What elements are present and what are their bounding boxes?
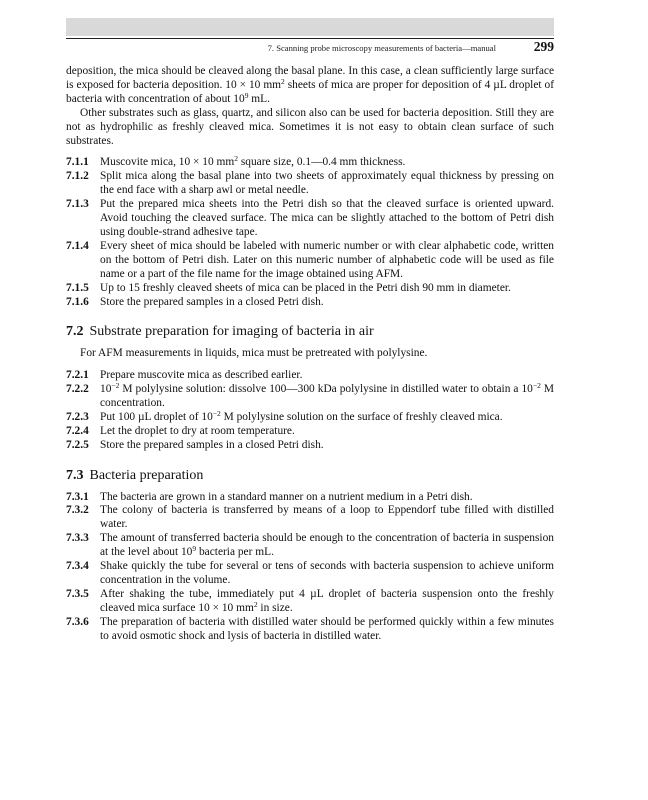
step-text: Split mica along the basal plane into two sheets of approximately equal thickness by pressing on the end face with a sharp awl or metal needle. [100, 170, 554, 197]
section-heading-7-3 [66, 469, 554, 483]
step-7-3-5 [66, 588, 554, 616]
steps-7-3-list [66, 491, 554, 644]
page-body [66, 65, 554, 644]
step-number: 7.2.3 [66, 410, 89, 423]
step-7-2-4 [66, 425, 554, 439]
text-run: mL. [248, 92, 270, 105]
step-text: The amount of transferred bacteria should be enough to the concentration of bacteria in suspension at the level about $10^9$ bacteria per mL. [100, 532, 554, 559]
superscript: 9 [244, 90, 249, 100]
step-number: 7.1.1 [66, 156, 89, 169]
step-7-3-6 [66, 616, 554, 644]
steps-7-2-list [66, 369, 554, 452]
step-number: 7.3.6 [66, 615, 89, 628]
step-7-2-1 [66, 369, 554, 383]
section-title: Substrate preparation for imaging of bacteria in air [89, 324, 374, 340]
step-text: Store the prepared samples in a closed Petri dish. [100, 438, 324, 451]
step-text: $10^{-2}$ M polylysine solution: dissolve 100—300 kDa polylysine in distilled water to obtain a $10^{-2}$ M concentration. [100, 381, 554, 410]
superscript: 2 [281, 76, 285, 86]
step-text: Put 100 µL droplet of $10^{-2}$ M polylysine solution on the surface of freshly cleaved mica. [100, 408, 503, 423]
steps-7-1-list [66, 156, 554, 309]
step-7-3-3 [66, 532, 554, 560]
section-title: Bacteria preparation [89, 467, 204, 483]
step-number: 7.3.5 [66, 587, 89, 600]
step-7-1-1 [66, 156, 554, 170]
step-7-2-5 [66, 439, 554, 453]
step-7-3-1 [66, 491, 554, 505]
step-number: 7.2.4 [66, 424, 89, 437]
step-number: 7.1.4 [66, 239, 89, 252]
step-number: 7.1.2 [66, 170, 89, 183]
step-number: 7.1.3 [66, 198, 89, 211]
intro-paragraph-1 [66, 65, 554, 107]
step-number: 7.3.4 [66, 560, 89, 573]
step-7-2-3 [66, 408, 554, 425]
section-number: 7.2 [66, 324, 84, 340]
step-text: The preparation of bacteria with distilled water should be performed quickly within a few minutes to avoid osmotic shock and lysis of bacteria in distilled water. [100, 615, 554, 642]
step-number: 7.3.2 [66, 504, 89, 517]
step-7-1-6 [66, 296, 554, 310]
text-run: sheets of mica are proper for deposition of 4 µL droplet of bacteria with concentration of about 10 [66, 78, 555, 105]
step-text: Every sheet of mica should be labeled with numeric number or with clear alphabetic code, written on the bottom of Petri dish. Later on this numeric number of alphabetic code will be used as file name or a part of the file name for the image obtained using AFM. [100, 239, 554, 280]
step-7-1-4 [66, 240, 554, 282]
step-number: 7.1.6 [66, 295, 89, 308]
header-band [66, 18, 554, 36]
step-text: The bacteria are grown in a standard manner on a nutrient medium in a Petri dish. [100, 490, 473, 503]
step-number: 7.1.5 [66, 281, 89, 294]
step-7-1-3 [66, 198, 554, 240]
step-text: Let the droplet to dry at room temperature. [100, 424, 295, 437]
step-number: 7.2.2 [66, 383, 89, 396]
step-7-2-2 [66, 383, 554, 411]
section-number: 7.3 [66, 467, 84, 483]
step-number: 7.2.1 [66, 369, 89, 382]
page-header [66, 38, 554, 55]
step-7-1-5 [66, 282, 554, 296]
step-text: Store the prepared samples in a closed Petri dish. [100, 295, 324, 308]
step-text: Muscovite mica, 10 × 10 $mm^2$ square size, 0.1—0.4 mm thickness. [100, 154, 406, 169]
step-text: Put the prepared mica sheets into the Petri dish so that the cleaved surface is oriented upward. Avoid touching the cleaved surface. The mica can be slightly attached to the bottom of Petri dish using double-strand adhesive tape. [100, 198, 554, 238]
step-text: The colony of bacteria is transferred by means of a loop to Eppendorf tube filled with distilled water. [100, 504, 554, 531]
step-number: 7.2.5 [66, 438, 89, 451]
section-7-2-intro: For AFM measurements in liquids, mica must be pretreated with polylysine. [80, 347, 428, 360]
intro-paragraph-2: Other substrates such as glass, quartz, and silicon also can be used for bacteria deposition. Still they are not as hydrophilic as freshly cleaved mica. Sometimes it is not easy to obtain clean surface of such substrates. [66, 106, 554, 147]
step-7-3-4 [66, 560, 554, 588]
step-text: After shaking the tube, immediately put 4 µL droplet of bacteria suspension onto the freshly cleaved mica surface 10 × 10 $mm^2$ in size. [100, 587, 554, 614]
step-7-1-2 [66, 170, 554, 198]
text-run: deposition, the mica should be cleaved along the basal plane. In this case, a clean sufficiently large surface is exposed for bacteria deposition. 10 × 10 mm [66, 65, 554, 91]
section-heading-7-2 [66, 325, 554, 339]
step-text: Prepare muscovite mica as described earlier. [100, 369, 303, 382]
step-number: 7.3.3 [66, 532, 89, 545]
step-text: Up to 15 freshly cleaved sheets of mica can be placed in the Petri dish 90 mm in diameter. [100, 281, 511, 294]
page-number: 299 [533, 39, 554, 54]
step-text: Shake quickly the tube for several or tens of seconds with bacteria suspension to achieve uniform concentration in the volume. [100, 560, 554, 586]
running-head: 7. Scanning probe microscopy measurements of bacteria—manual [267, 43, 496, 53]
step-number: 7.3.1 [66, 490, 89, 503]
step-7-3-2 [66, 504, 554, 532]
